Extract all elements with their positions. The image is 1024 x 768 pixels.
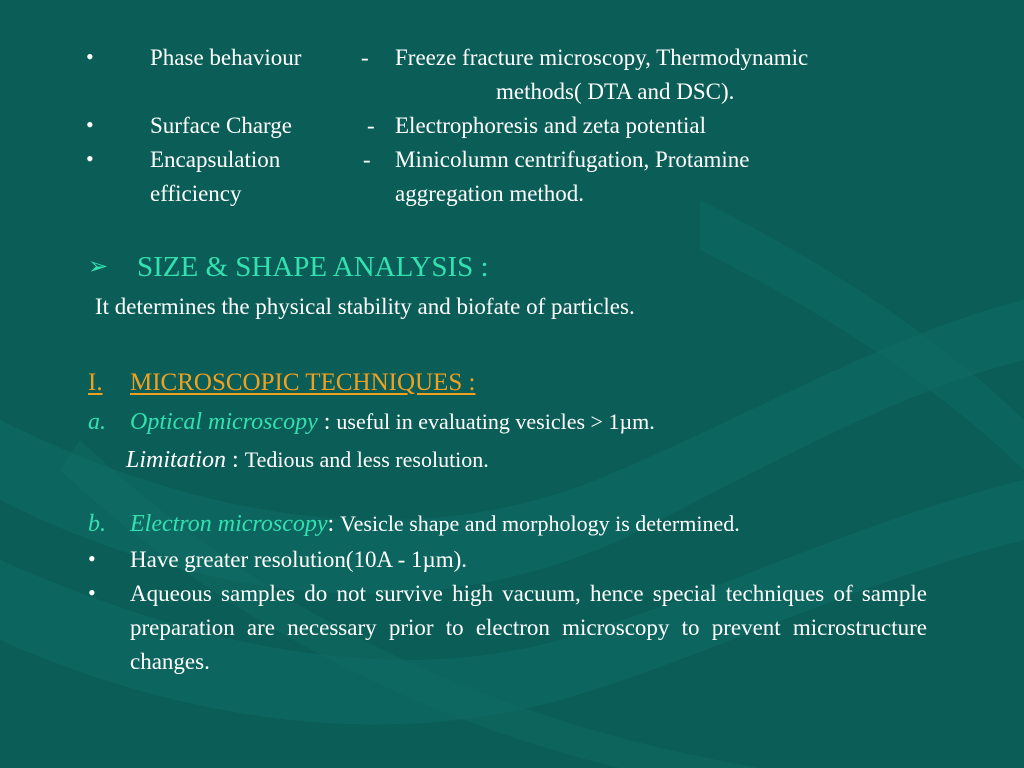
dash-separator: - — [361, 45, 369, 70]
limitation-line — [126, 442, 489, 481]
em-point-aqueous: Aqueous samples do not survive high vacuum, hence special techniques of sample preparation are necessary prior to electron microscopy to prevent microstructure changes. — [130, 581, 927, 674]
dash-separator: - — [367, 113, 375, 138]
encapsulation-desc-cont: aggregation method. — [395, 181, 585, 206]
phase-behaviour-desc-cont: methods( DTA and DSC). — [496, 79, 735, 104]
limitation-desc: Tedious and less resolution. — [244, 447, 489, 472]
roman-numeral: I. — [88, 369, 103, 396]
limitation-title: Limitation — [126, 447, 227, 473]
list-marker-a: a. — [88, 409, 106, 435]
surface-charge-label: Surface Charge — [150, 113, 292, 138]
colon-separator: : — [327, 511, 341, 537]
phase-behaviour-desc: Freeze fracture microscopy, Thermodynamic — [395, 45, 809, 70]
colon-separator: : — [317, 409, 337, 435]
size-shape-heading: SIZE & SHAPE ANALYSIS : — [137, 251, 489, 283]
electron-microscopy-title: Electron microscopy — [130, 511, 328, 537]
encapsulation-desc: Minicolumn centrifugation, Protamine — [395, 147, 750, 172]
optical-microscopy-line — [88, 404, 106, 443]
optical-microscopy-title: Optical microscopy — [130, 409, 318, 435]
bullet-icon: • — [88, 580, 96, 605]
em-point-resolution: Have greater resolution(10A - 1µm). — [130, 547, 468, 572]
optical-microscopy-desc: useful in evaluating vesicles > 1µm. — [336, 409, 655, 434]
bullet-icon: • — [86, 146, 94, 171]
dash-separator: - — [363, 147, 371, 172]
electron-microscopy-desc: Vesicle shape and morphology is determined. — [340, 511, 740, 536]
optical-microscopy-content — [130, 404, 655, 443]
bullet-icon: • — [88, 546, 96, 571]
microscopic-techniques-heading: MICROSCOPIC TECHNIQUES : — [130, 369, 476, 396]
phase-behaviour-label: Phase behaviour — [150, 45, 302, 70]
electron-microscopy-content — [130, 506, 740, 545]
electron-marker-wrap — [88, 506, 106, 545]
bullet-icon: • — [86, 112, 94, 137]
encapsulation-label: Encapsulation — [150, 147, 281, 172]
colon-separator: : — [226, 447, 245, 473]
size-shape-desc: It determines the physical stability and biofate of particles. — [95, 294, 635, 319]
surface-charge-desc: Electrophoresis and zeta potential — [395, 113, 707, 138]
arrow-bullet-icon: ➢ — [88, 254, 109, 280]
encapsulation-label-cont: efficiency — [150, 181, 242, 206]
bullet-icon: • — [86, 44, 94, 69]
list-marker-b: b. — [88, 511, 106, 537]
